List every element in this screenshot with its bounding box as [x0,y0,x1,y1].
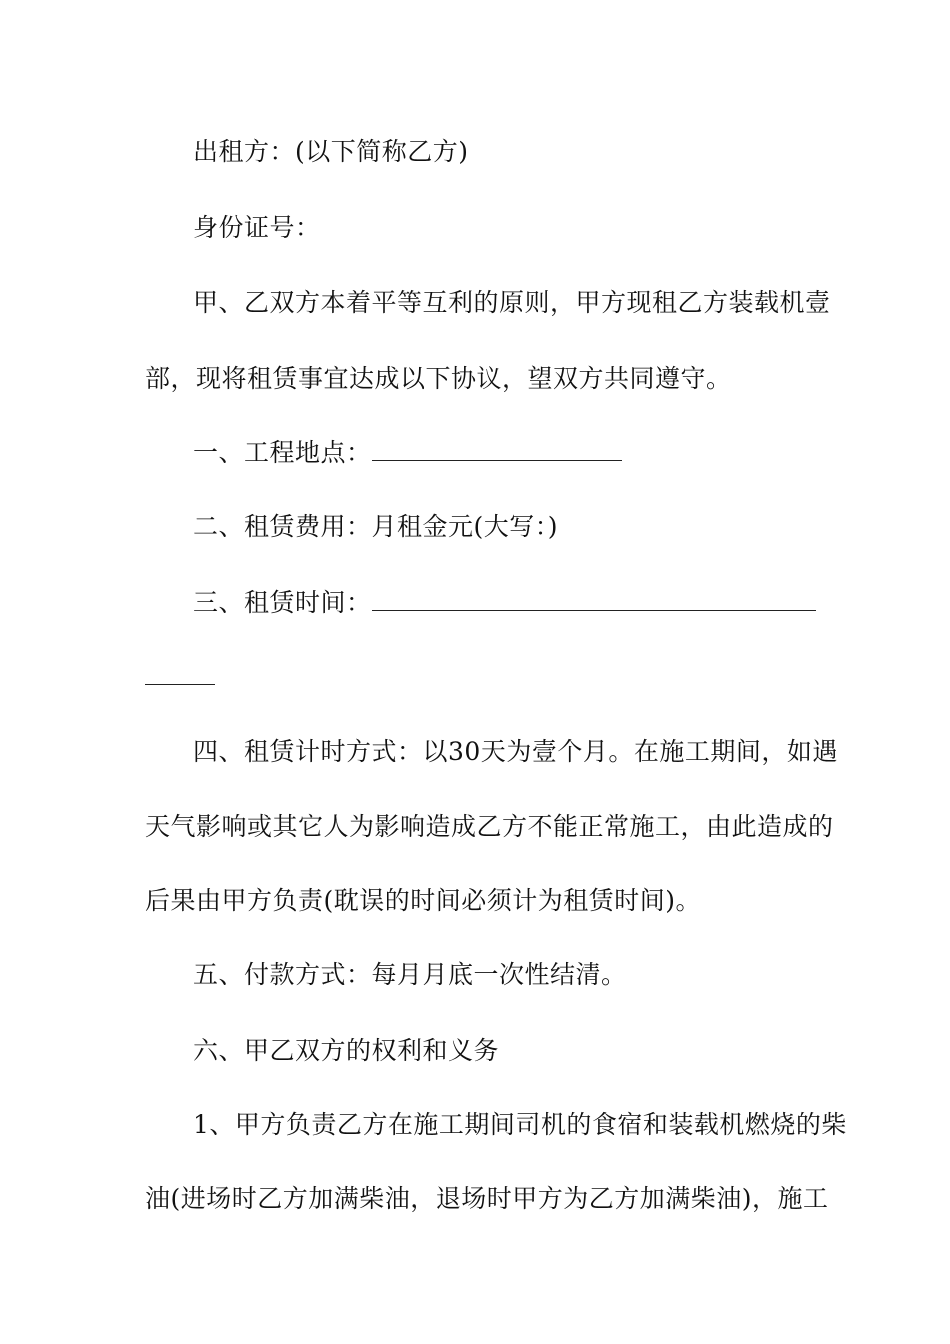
id-number-label: 身份证号： [193,213,321,242]
clause-3-label: 三、租赁时间： [193,588,372,617]
item-1-line-1: 1、甲方负责乙方在施工期间司机的食宿和装载机燃烧的柴 [193,1110,847,1139]
clause-1-label: 一、工程地点： [193,438,372,467]
intro-line-2: 部，现将租赁事宜达成以下协议，望双方共同遵守。 [145,364,732,393]
rental-time-blank-continued-line [145,662,810,692]
clause-1 [193,438,810,468]
item-1-line-2: 油(进场时乙方加满柴油，退场时甲方为乙方加满柴油)，施工 [145,1184,829,1213]
rental-time-blank [372,588,816,611]
clause-6: 六、甲乙双方的权利和义务 [193,1036,500,1065]
clause-3 [193,588,810,618]
clause-4-line-3: 后果由甲方负责(耽误的时间必须计为租赁时间)。 [145,886,702,915]
intro-line-1: 甲、乙双方本着平等互利的原则，甲方现租乙方装载机壹 [193,288,831,317]
project-location-blank [372,438,622,461]
clause-5: 五、付款方式：每月月底一次性结清。 [193,960,627,989]
lessor-line: 出租方：(以下简称乙方) [193,137,469,166]
clause-4-line-2: 天气影响或其它人为影响造成乙方不能正常施工，由此造成的 [145,812,834,841]
clause-4-line-1: 四、租赁计时方式：以30天为壹个月。在施工期间，如遇 [193,737,838,766]
clause-2: 二、租赁费用：月租金元(大写：) [193,512,559,541]
rental-time-blank-continued [145,662,215,685]
